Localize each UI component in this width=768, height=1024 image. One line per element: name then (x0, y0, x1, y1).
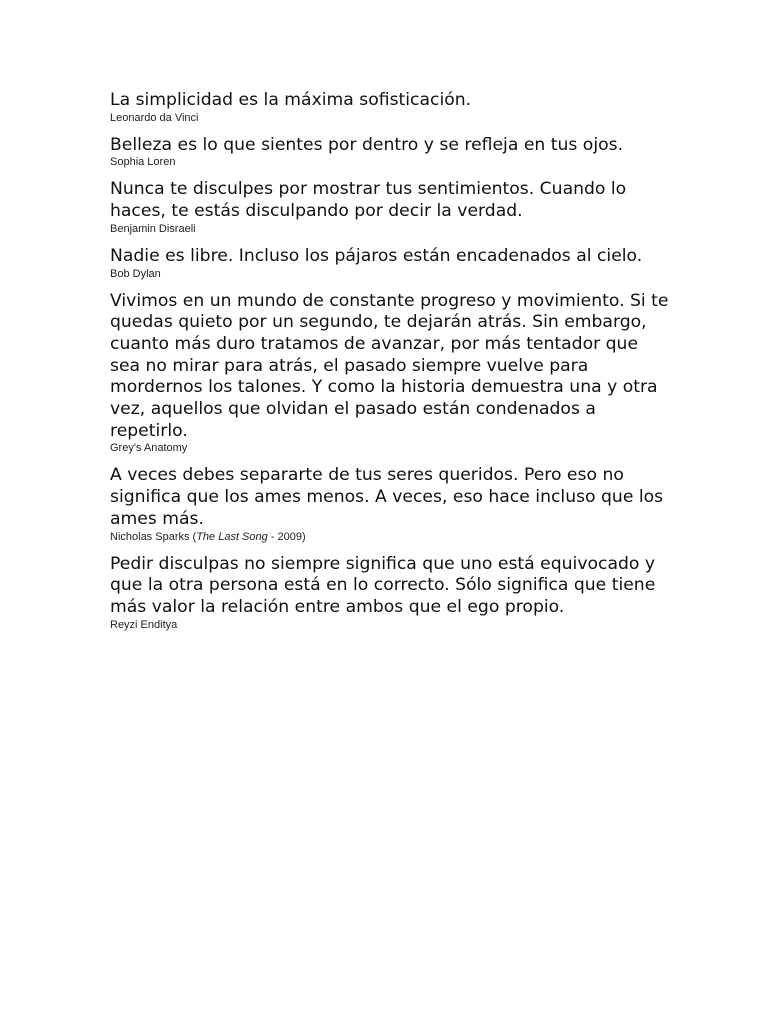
quote-author: Benjamin Disraeli (110, 222, 196, 235)
quote-author: Bob Dylan (110, 267, 161, 280)
quote-author: Grey's Anatomy (110, 442, 188, 455)
quote-block (110, 246, 670, 281)
quote-block (110, 465, 670, 543)
quote-text: Pedir disculpas no siempre significa que uno está equivocado y que la otra persona está en lo correcto. Sólo significa que tiene más valor la relación entre ambos que el ego propio. (110, 553, 656, 617)
quote-block (110, 179, 670, 235)
quote-author: Reyzi Enditya (110, 618, 178, 631)
quote-block (110, 90, 670, 125)
quote-text: La simplicidad es la máxima sofisticación. (110, 90, 472, 110)
quote-block (110, 135, 670, 170)
quote-author (110, 531, 670, 544)
quote-block (110, 554, 670, 632)
quote-text: Nunca te disculpes por mostrar tus sentimientos. Cuando lo haces, te estás disculpando por decir la verdad. (110, 179, 627, 222)
author-work-year: - 2009) (267, 530, 306, 543)
quote-text: A veces debes separarte de tus seres queridos. Pero eso no significa que los ames menos. A veces, eso hace incluso que los ames más. (110, 465, 664, 529)
quote-text: Nadie es libre. Incluso los pájaros están encadenados al cielo. (110, 245, 643, 266)
quotes-document (110, 90, 670, 642)
quote-text: Belleza es lo que sientes por dentro y se refleja en tus ojos. (110, 134, 624, 155)
author-name: Nicholas Sparks ( (110, 530, 197, 543)
quote-block (110, 291, 670, 456)
quote-author: Leonardo da Vinci (110, 111, 199, 124)
author-work-title: The Last Song (196, 530, 268, 543)
quote-text: Vivimos en un mundo de constante progreso y movimiento. Si te quedas quieto por un segundo, te dejarán atrás. Sin embargo, cuanto más duro tratamos de avanzar, por más tentador que sea no mirar para atrás, el pasado siempre vuelve para mordernos los talones. Y como la historia demuestra una y otra vez, aquellos que olvidan el pasado están condenados a repetirlo. (110, 290, 669, 441)
quote-author: Sophia Loren (110, 156, 176, 169)
